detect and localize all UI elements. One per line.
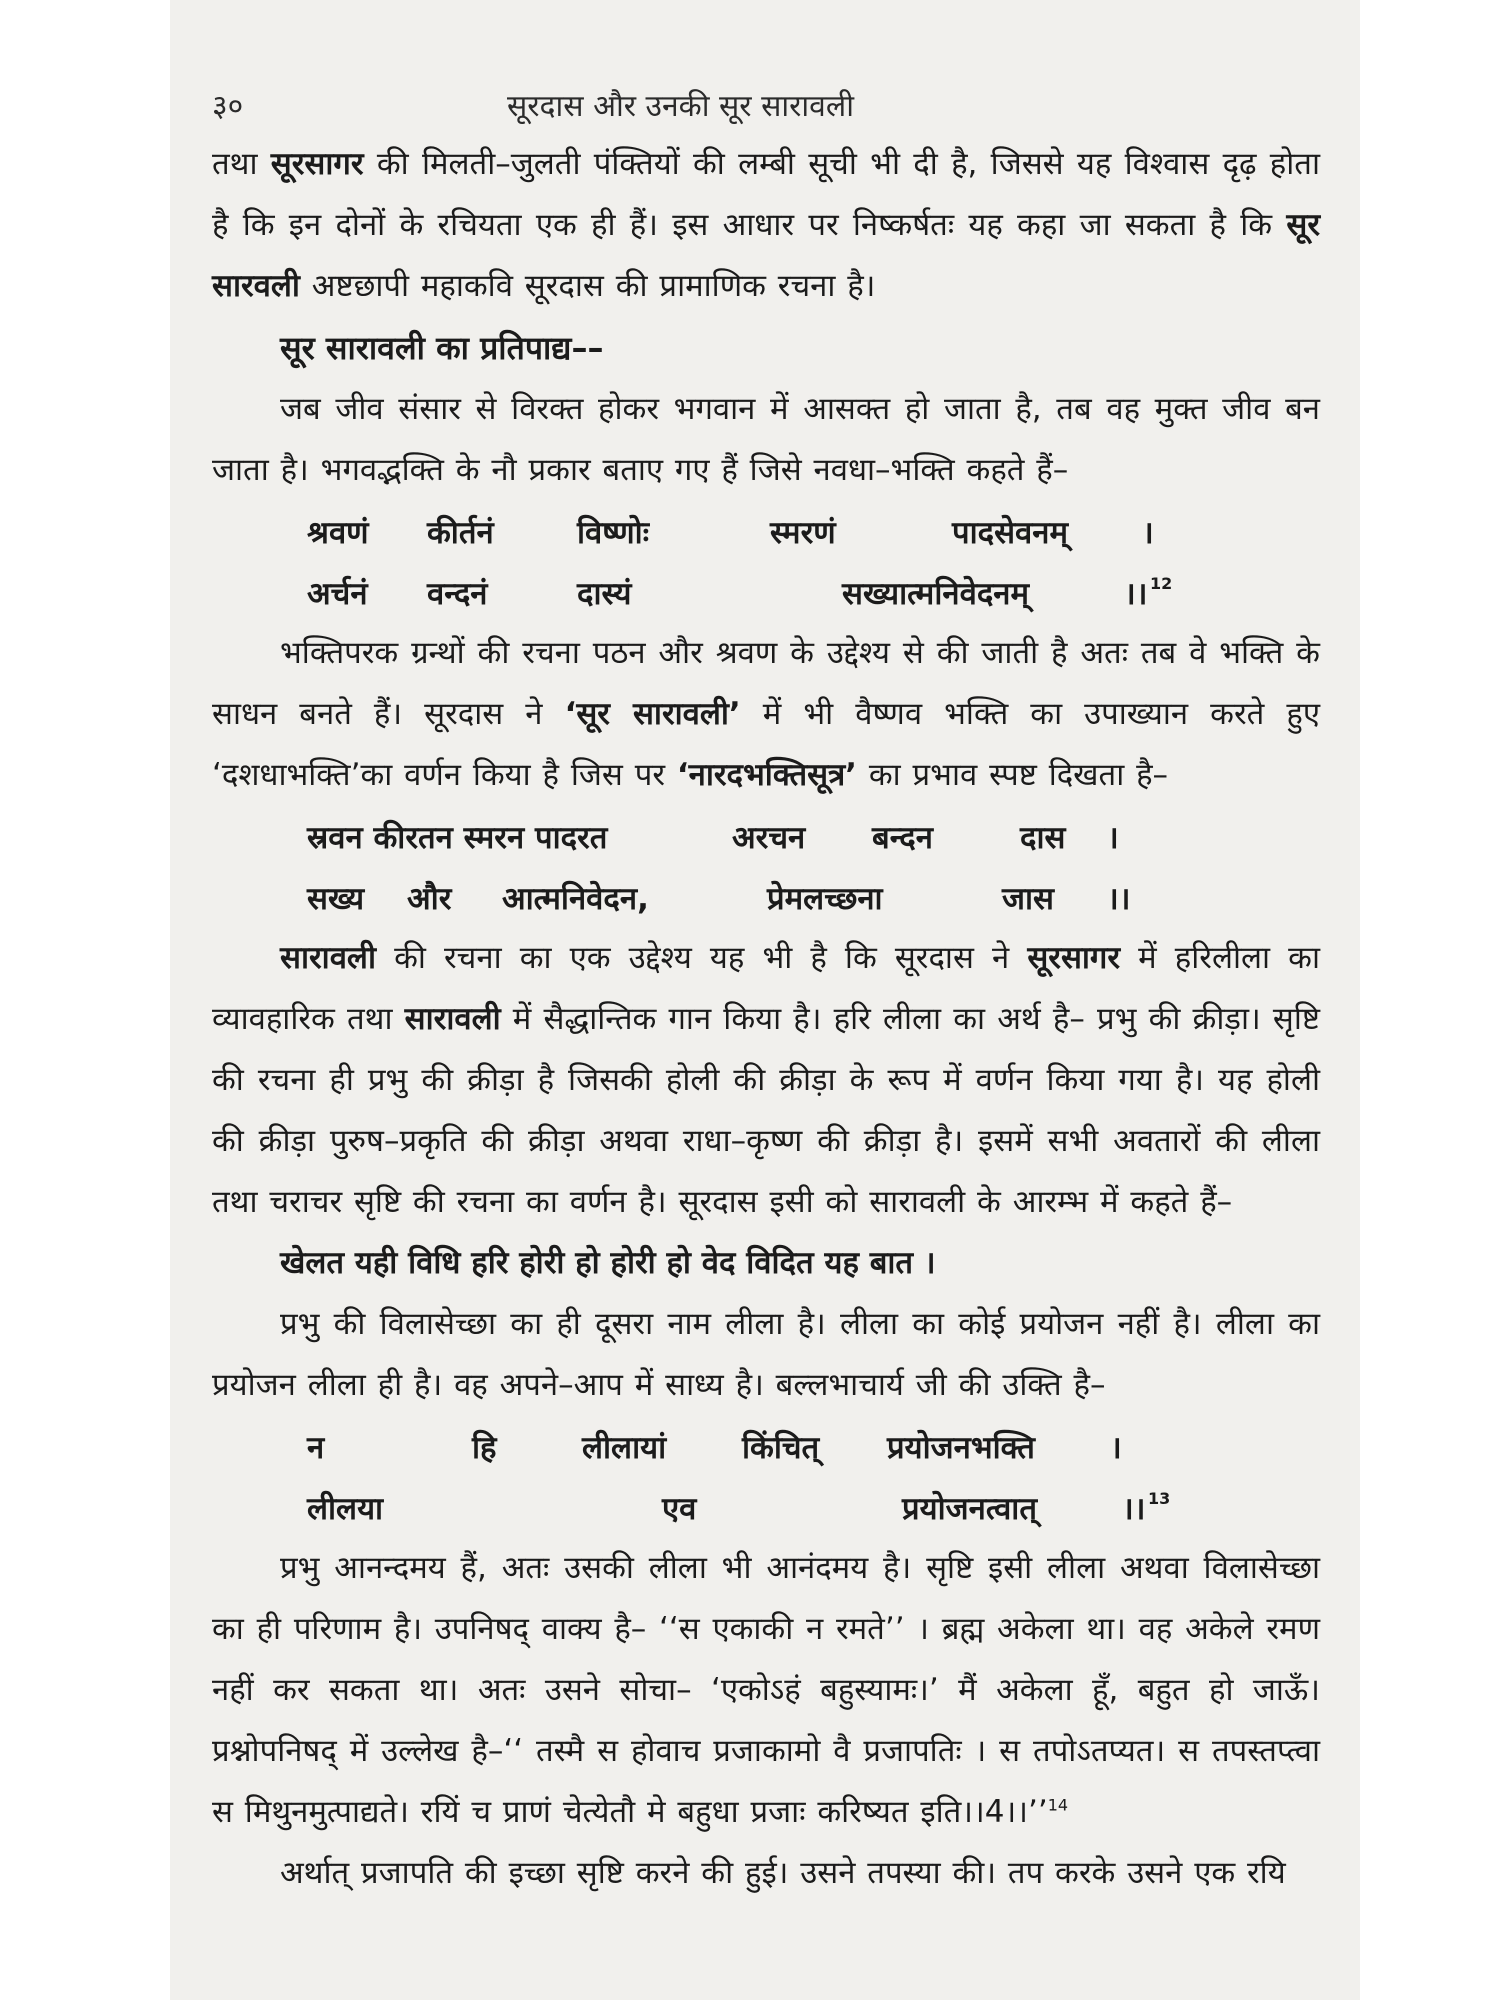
running-title: सूरदास और उनकी सूर सारावली bbox=[507, 89, 854, 124]
verse-word: प्रयोजनभक्ति bbox=[887, 1430, 1035, 1466]
verse-word: सख्यात्मनिवेदनम् bbox=[842, 576, 1030, 612]
text-run: की मिलती–जुलती पंक्तियों की लम्बी सूची भी दी है, जिससे यह विश्वास दृढ़ होता है कि इन दोनों के रचियता एक ही हैं। इस आधार पर निष्कर्षतः यह कहा जा सकता है कि bbox=[212, 146, 1320, 243]
verse-danda: ।। bbox=[1122, 1491, 1146, 1527]
bold-term: सारावली bbox=[404, 1001, 501, 1037]
verse-block-1 bbox=[212, 501, 1320, 623]
verse-line bbox=[212, 1416, 1320, 1477]
verse-word: जास bbox=[1002, 881, 1054, 917]
verse-word: प्रेमलच्छना bbox=[767, 881, 883, 917]
page-number: ३० bbox=[212, 89, 244, 124]
verse-word: श्रवणं bbox=[307, 515, 369, 551]
page-header bbox=[212, 78, 1320, 134]
paragraph-4 bbox=[212, 928, 1320, 1233]
bold-term: सारावली bbox=[280, 940, 376, 976]
text-run: भक्तिपरक ग्रन्थों की रचना पठन और श्रवण के उद्देश्य से की जाती है अतः तब वे भक्ति के साधन बनते हैं। सूरदास ने bbox=[212, 635, 1320, 732]
verse-block-4 bbox=[212, 1416, 1320, 1538]
verse-danda: । bbox=[1107, 820, 1119, 856]
verse-word: लीलायां bbox=[582, 1430, 667, 1466]
verse-word: और bbox=[407, 881, 452, 917]
verse-word: दास bbox=[1020, 820, 1066, 856]
bold-term: सूरसागर bbox=[270, 146, 364, 182]
verse-word: प्रयोजनत्वात् bbox=[902, 1491, 1038, 1527]
paragraph-1 bbox=[212, 134, 1320, 317]
footnote-ref: 13 bbox=[1148, 1489, 1171, 1508]
verse-word: अर्चनं bbox=[307, 576, 368, 612]
verse-word: वन्दनं bbox=[427, 576, 488, 612]
verse-word: स्मरणं bbox=[770, 515, 836, 551]
section-heading: सूर सारावली का प्रतिपाद्य–– bbox=[280, 329, 604, 367]
verse-danda: ।। bbox=[1107, 881, 1131, 917]
bold-term: ‘सूर सारावली’ bbox=[564, 696, 741, 732]
paragraph-5: प्रभु की विलासेच्छा का ही दूसरा नाम लीला है। लीला का कोई प्रयोजन नहीं है। लीला का प्रयोजन लीला ही है। वह अपने–आप में साध्य है। बल्लभाचार्य जी की उक्ति है– bbox=[212, 1306, 1320, 1403]
verse-word: आत्मनिवेदन, bbox=[502, 881, 649, 917]
verse-word: एव bbox=[662, 1491, 697, 1527]
text-run: में हरिलीला का व्यावहारिक तथा bbox=[212, 940, 1320, 1037]
verse-word: हि bbox=[472, 1430, 497, 1466]
verse-word: स्रवन कीरतन स्मरन पादरत bbox=[307, 820, 608, 856]
footnote-ref: 14 bbox=[1047, 1795, 1069, 1815]
paragraph-7: अर्थात् प्रजापति की इच्छा सृष्टि करने की हुई। उसने तपस्या की। तप करके उसने एक रयि bbox=[280, 1855, 1286, 1891]
verse-word: किंचित् bbox=[742, 1430, 820, 1466]
verse-word: दास्यं bbox=[577, 576, 632, 612]
book-page bbox=[212, 78, 1320, 1904]
verse-word: विष्णोः bbox=[577, 515, 649, 551]
paragraph-6 bbox=[212, 1538, 1320, 1843]
text-run: अष्टछापी महाकवि सूरदास की प्रामाणिक रचना है। bbox=[299, 268, 876, 304]
paragraph-3 bbox=[212, 623, 1320, 806]
bold-term: सूरसागर bbox=[1027, 940, 1121, 976]
verse-line bbox=[212, 1477, 1320, 1538]
bold-term: सूर सारवली bbox=[212, 207, 1320, 304]
verse-line bbox=[212, 867, 1320, 928]
verse-line bbox=[212, 501, 1320, 562]
verse-line-3: खेलत यही विधि हरि होरी हो होरी हो वेद विदित यह बात । bbox=[280, 1245, 936, 1281]
text-run: में सैद्धान्तिक गान किया है। हरि लीला का अर्थ है– प्रभु की क्रीड़ा। सृष्टि की रचना ही प्रभु की क्रीड़ा है जिसकी होली की क्रीड़ा के रूप में वर्णन किया गया है। यह होली की क्रीड़ा पुरुष–प्रकृति की क्रीड़ा अथवा राधा–कृष्ण की क्रीड़ा है। इसमें सभी अवतारों की लीला तथा चराचर सृष्टि की रचना का वर्णन है। सूरदास इसी को सारावली के आरम्भ में कहते हैं– bbox=[212, 1001, 1320, 1220]
verse-word: सख्य bbox=[307, 881, 365, 917]
bold-term: ‘नारदभक्तिसूत्र’ bbox=[676, 757, 857, 793]
text-run: में भी वैष्णव भक्ति का उपाख्यान करते हुए ‘दशधाभक्ति’का वर्णन किया है जिस पर bbox=[212, 696, 1320, 793]
verse-word: कीर्तनं bbox=[427, 515, 494, 551]
verse-word: बन्दन bbox=[872, 820, 933, 856]
verse-danda: । bbox=[1142, 515, 1154, 551]
text-run: का प्रभाव स्पष्ट दिखता है– bbox=[856, 757, 1169, 793]
verse-line bbox=[212, 806, 1320, 867]
verse-danda: । bbox=[1110, 1430, 1122, 1466]
verse-line bbox=[212, 562, 1320, 623]
verse-word: न bbox=[307, 1430, 325, 1466]
text-run: प्रभु आनन्दमय हैं, अतः उसकी लीला भी आनंदमय है। सृष्टि इसी लीला अथवा विलासेच्छा का ही परिणाम है। उपनिषद् वाक्य है– ‘‘स एकाकी न रमते’’ । ब्रह्म अकेला था। वह अकेले रमण नहीं कर सकता था। अतः उसने सोचा– ‘एकोऽहं बहुस्यामः।’ मैं अकेला हूँ, बहुत हो जाऊँ। प्रश्नोपनिषद् में उल्लेख है–‘‘ तस्मै स होवाच प्रजाकामो वै प्रजापतिः । स तपोऽतप्यत। स तपस्तप्त्वा स मिथुनमुत्पाद्यते। रयिं च प्राणं चेत्येतौ मे बहुधा प्रजाः करिष्यत इति।।4।।’’ bbox=[212, 1550, 1320, 1830]
verse-word: पादसेवनम् bbox=[952, 515, 1069, 551]
verse-word: लीलया bbox=[307, 1491, 384, 1527]
verse-danda: ।। bbox=[1124, 576, 1148, 612]
text-run: की रचना का एक उद्देश्य यह भी है कि सूरदास ने bbox=[375, 940, 1028, 976]
paragraph-2: जब जीव संसार से विरक्त होकर भगवान में आसक्त हो जाता है, तब वह मुक्त जीव बन जाता है। भगवद्भक्ति के नौ प्रकार बताए गए हैं जिसे नवधा–भक्ति कहते हैं– bbox=[212, 391, 1320, 488]
footnote-ref: 12 bbox=[1150, 574, 1173, 593]
text-run: तथा bbox=[212, 146, 271, 182]
verse-block-2 bbox=[212, 806, 1320, 928]
verse-word: अरचन bbox=[732, 820, 806, 856]
